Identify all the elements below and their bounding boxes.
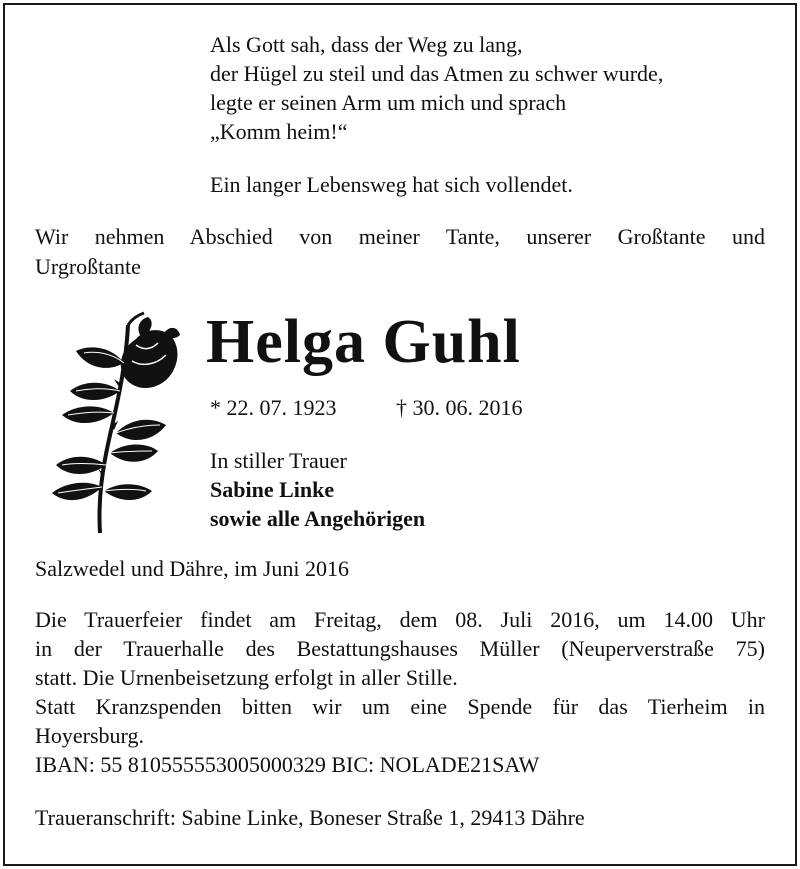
death-date: † 30. 06. 2016 — [396, 395, 523, 420]
ceremony-line: Die Trauerfeier findet am Freitag, dem 08. Juli 2016, um 14.00 Uhr — [35, 607, 765, 632]
mourning-heading: In stiller Trauer — [210, 448, 347, 473]
farewell-intro-line: Wir nehmen Abschied von meiner Tante, unserer Großtante und — [35, 224, 765, 249]
bank-details: IBAN: 55 810555553005000329 BIC: NOLADE21SAW — [35, 752, 540, 777]
life-dates — [210, 394, 523, 422]
rose-icon — [40, 305, 180, 535]
poem-line: legte er seinen Arm um mich und sprach — [210, 90, 567, 115]
birth-date: * 22. 07. 1923 — [210, 395, 337, 420]
mourning-address: Traueranschrift: Sabine Linke, Boneser Straße 1, 29413 Dähre — [35, 805, 585, 830]
other-relatives: sowie alle Angehörigen — [210, 506, 426, 531]
mourner-name: Sabine Linke — [210, 477, 335, 502]
ceremony-line: Hoyersburg. — [35, 723, 144, 748]
poem — [210, 30, 770, 146]
poem-line: der Hügel zu steil und das Atmen zu schwer wurde, — [210, 61, 664, 86]
mourners — [210, 446, 425, 533]
poem-closing: Ein langer Lebensweg hat sich vollendet. — [210, 172, 573, 197]
farewell-intro — [35, 222, 765, 282]
place-date: Salzwedel und Dähre, im Juni 2016 — [35, 556, 350, 581]
poem-line: Als Gott sah, dass der Weg zu lang, — [210, 32, 523, 57]
ceremony-line: statt. Die Urnenbeisetzung erfolgt in aller Stille. — [35, 665, 458, 690]
ceremony-details — [35, 605, 765, 779]
ceremony-line: Statt Kranzspenden bitten wir um eine Spende für das Tierheim in — [35, 694, 765, 719]
poem-line: „Komm heim!“ — [210, 119, 348, 144]
farewell-intro-line: Urgroßtante — [35, 254, 141, 279]
ceremony-line: in der Trauerhalle des Bestattungshauses Müller (Neuperverstraße 75) — [35, 636, 765, 661]
deceased-name: Helga Guhl — [206, 308, 521, 376]
